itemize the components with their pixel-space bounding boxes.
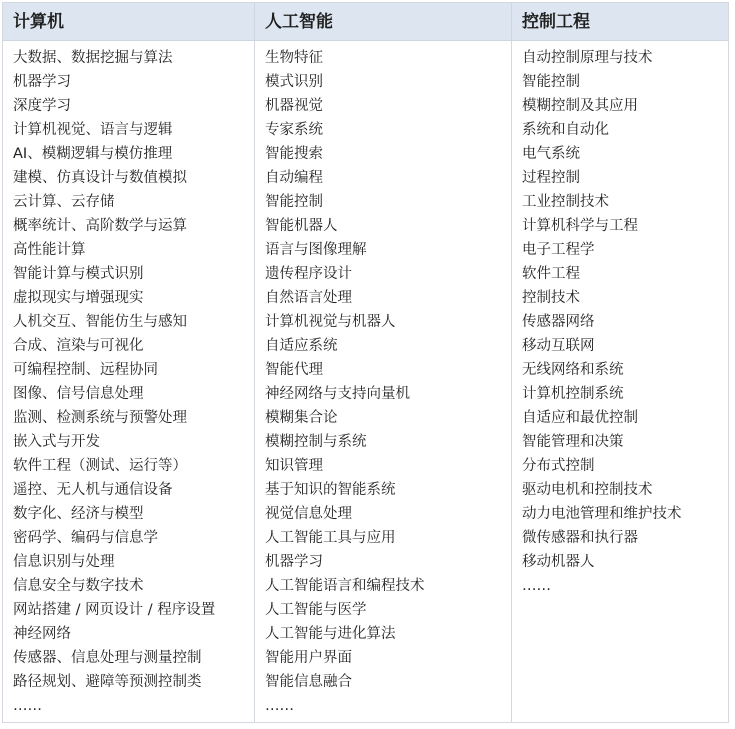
list-item: 知识管理 xyxy=(265,458,323,474)
list-item: 移动互联网 xyxy=(522,338,595,354)
list-item: 智能控制 xyxy=(265,194,323,210)
list-item: 人工智能语言和编程技术 xyxy=(265,578,425,594)
list-item: 传感器、信息处理与测量控制 xyxy=(13,650,202,666)
list-item: 人工智能与进化算法 xyxy=(265,626,396,642)
list-item: 路径规划、避障等预测控制类 xyxy=(13,674,202,690)
list-item: 驱动电机和控制技术 xyxy=(522,482,653,498)
list-item: 生物特征 xyxy=(265,50,323,66)
list-item: …… xyxy=(13,698,42,714)
list-item: 深度学习 xyxy=(13,98,71,114)
list-item: 软件工程 xyxy=(522,266,580,282)
list-item: 电子工程学 xyxy=(522,242,595,258)
list-item: 计算机视觉与机器人 xyxy=(265,314,396,330)
list-item: 神经网络 xyxy=(13,626,71,642)
list-item: 模糊集合论 xyxy=(265,410,338,426)
list-item: AI、模糊逻辑与模仿推理 xyxy=(13,146,173,162)
list-item: 自动编程 xyxy=(265,170,323,186)
list-item: 可编程控制、远程协同 xyxy=(13,362,158,378)
list-item: 计算机视觉、语言与逻辑 xyxy=(13,122,173,138)
list-item: 人机交互、智能仿生与感知 xyxy=(13,314,187,330)
list-item: 过程控制 xyxy=(522,170,580,186)
list-item: 智能用户界面 xyxy=(265,650,352,666)
column-computer xyxy=(3,41,255,722)
list-item: 微传感器和执行器 xyxy=(522,530,638,546)
list-item: 信息安全与数字技术 xyxy=(13,578,144,594)
list-item: 电气系统 xyxy=(522,146,580,162)
header-control-engineering: 控制工程 xyxy=(522,12,590,32)
topic-table xyxy=(2,2,729,723)
list-item: 动力电池管理和维护技术 xyxy=(522,506,682,522)
list-item: 网站搭建 / 网页设计 / 程序设置 xyxy=(13,602,216,618)
list-item: 嵌入式与开发 xyxy=(13,434,100,450)
list-item: 智能管理和决策 xyxy=(522,434,624,450)
list-item: 计算机科学与工程 xyxy=(522,218,638,234)
list-item: 模糊控制及其应用 xyxy=(522,98,638,114)
list-item: 机器学习 xyxy=(13,74,71,90)
list-item: 模糊控制与系统 xyxy=(265,434,367,450)
list-item: 计算机控制系统 xyxy=(522,386,624,402)
list-item: 智能控制 xyxy=(522,74,580,90)
list-item: 基于知识的智能系统 xyxy=(265,482,396,498)
list-item: 高性能计算 xyxy=(13,242,86,258)
column-control-engineering xyxy=(512,41,728,722)
list-item: 合成、渲染与可视化 xyxy=(13,338,144,354)
list-item: 自适应系统 xyxy=(265,338,338,354)
list-item: 分布式控制 xyxy=(522,458,595,474)
list-item: 大数据、数据挖掘与算法 xyxy=(13,50,173,66)
list-item: 移动机器人 xyxy=(522,554,595,570)
list-item: 云计算、云存储 xyxy=(13,194,115,210)
list-item: 自然语言处理 xyxy=(265,290,352,306)
column-ai xyxy=(255,41,512,722)
table-body-row xyxy=(3,41,728,722)
list-item: 自适应和最优控制 xyxy=(522,410,638,426)
list-item: 数字化、经济与模型 xyxy=(13,506,144,522)
list-item: 智能计算与模式识别 xyxy=(13,266,144,282)
list-item: 自动控制原理与技术 xyxy=(522,50,653,66)
list-item: 传感器网络 xyxy=(522,314,595,330)
list-item: 概率统计、高阶数学与运算 xyxy=(13,218,187,234)
list-item: 无线网络和系统 xyxy=(522,362,624,378)
list-item: 遥控、无人机与通信设备 xyxy=(13,482,173,498)
list-item: 人工智能与医学 xyxy=(265,602,367,618)
list-item: 视觉信息处理 xyxy=(265,506,352,522)
list-item: 系统和自动化 xyxy=(522,122,609,138)
list-item: 机器视觉 xyxy=(265,98,323,114)
list-item: …… xyxy=(522,578,551,594)
header-ai: 人工智能 xyxy=(255,3,512,40)
list-item: 监测、检测系统与预警处理 xyxy=(13,410,187,426)
list-item: 专家系统 xyxy=(265,122,323,138)
list-item: 密码学、编码与信息学 xyxy=(13,530,158,546)
list-item: 信息识别与处理 xyxy=(13,554,115,570)
list-item: 神经网络与支持向量机 xyxy=(265,386,410,402)
list-item: 虚拟现实与增强现实 xyxy=(13,290,144,306)
list-item: 智能机器人 xyxy=(265,218,338,234)
list-item: 遗传程序设计 xyxy=(265,266,352,282)
list-item: …… xyxy=(265,698,294,714)
list-item: 智能代理 xyxy=(265,362,323,378)
list-item: 机器学习 xyxy=(265,554,323,570)
list-item: 控制技术 xyxy=(522,290,580,306)
list-item: 图像、信号信息处理 xyxy=(13,386,144,402)
list-item: 模式识别 xyxy=(265,74,323,90)
list-item: 智能信息融合 xyxy=(265,674,352,690)
table-header-row xyxy=(3,3,728,41)
list-item: 建模、仿真设计与数值模拟 xyxy=(13,170,187,186)
list-item: 工业控制技术 xyxy=(522,194,609,210)
list-item: 软件工程（测试、运行等） xyxy=(13,458,187,474)
list-item: 语言与图像理解 xyxy=(265,242,367,258)
header-computer: 计算机 xyxy=(3,3,255,40)
list-item: 智能搜索 xyxy=(265,146,323,162)
list-item: 人工智能工具与应用 xyxy=(265,530,396,546)
